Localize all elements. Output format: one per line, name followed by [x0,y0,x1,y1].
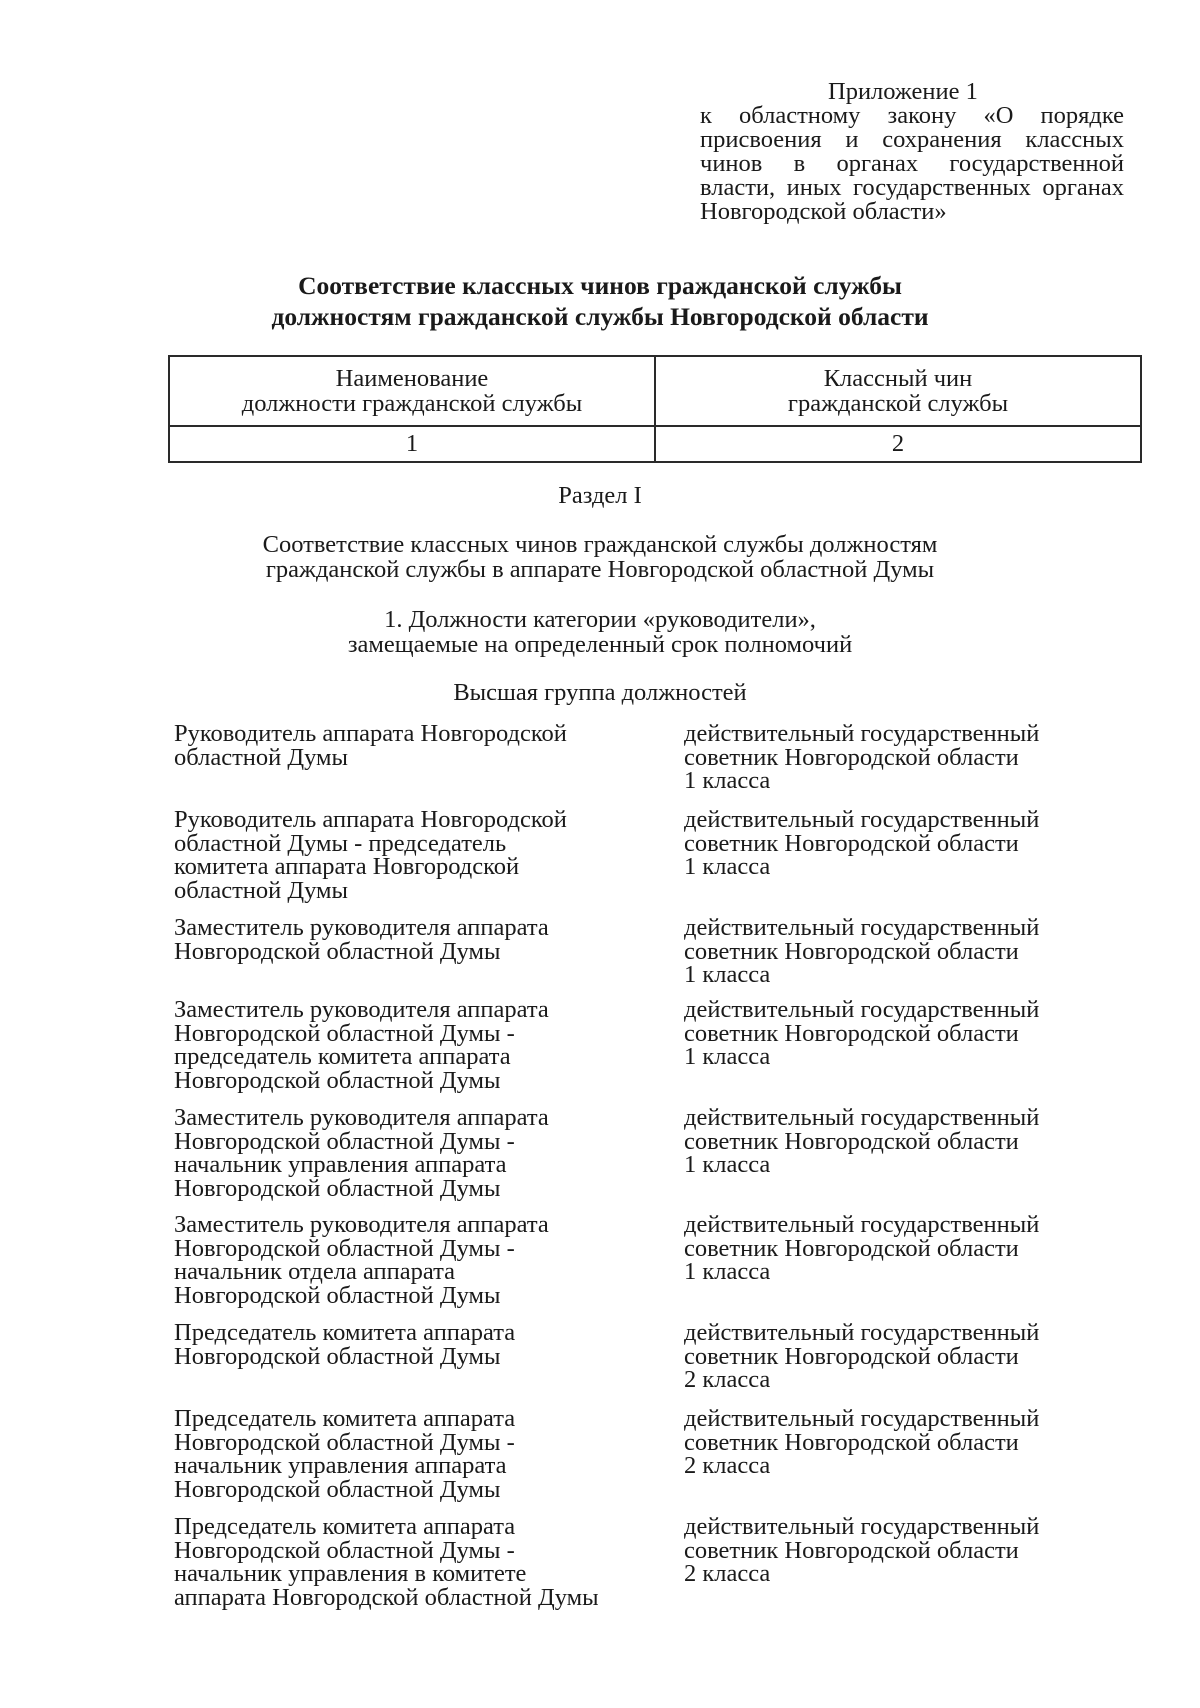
rank-line: 1 класса [684,767,771,794]
header-cell-rank-line-2: гражданской службы [787,390,1009,417]
header-table [168,355,1142,463]
rank-line: советник Новгородской области [684,937,1019,965]
list-item [174,916,1124,998]
appendix-text: к областному закону «О порядке присвоения и сохранения классных чинов в органах государственной власти, иных государственных органах Новгородской области» [700,102,1124,225]
rank-line: советник Новгородской области [684,1127,1019,1155]
header-number-row [169,426,1141,462]
rank-line: советник Новгородской области [684,1342,1019,1370]
section-label: Раздел I [558,482,642,509]
column-number-2: 2 [655,426,1141,462]
position-line: Новгородской областной Думы [174,1174,501,1202]
position-line: аппарата Новгородской областной Думы [174,1583,599,1611]
rank-line: действительный государственный [684,996,1040,1023]
list-item [174,1106,1124,1213]
header-cell-rank-line-1: Классный чин [823,365,973,392]
header-cell-position-line-1: Наименование [335,365,489,392]
document-title [150,270,1050,332]
position-line: Новгородской областной Думы - [174,1428,515,1456]
class-rank [684,916,1124,987]
rank-line: советник Новгородской области [684,743,1019,771]
group-heading: Высшая группа должностей [453,679,747,706]
rank-line: 2 класса [684,1452,771,1479]
position-line: Заместитель руководителя аппарата [174,1211,549,1238]
rank-line: действительный государственный [684,806,1040,833]
class-rank [684,722,1124,793]
position-line: начальник управления аппарата [174,1452,507,1479]
position-line: Новгородской областной Думы [174,1066,501,1094]
rank-line: 1 класса [684,853,771,880]
position-name [174,722,654,769]
position-name [174,1106,654,1200]
rank-line: действительный государственный [684,720,1040,747]
rank-line: действительный государственный [684,1405,1040,1432]
class-rank [684,1106,1124,1177]
rank-line: 1 класса [684,1258,771,1285]
position-name [174,808,654,902]
rank-line: действительный государственный [684,1104,1040,1131]
position-line: Заместитель руководителя аппарата [174,1104,549,1131]
header-cell-rank [655,356,1141,426]
header-cell-position-line-2: должности гражданской службы [241,390,583,417]
position-line: Председатель комитета аппарата [174,1405,516,1432]
position-line: Новгородской областной Думы [174,1342,501,1370]
list-item [174,998,1124,1106]
class-rank [684,1515,1124,1586]
rank-line: 2 класса [684,1560,771,1587]
list-item [174,1321,1124,1407]
position-line: Новгородской областной Думы [174,1475,501,1503]
class-rank [684,1213,1124,1284]
column-number-1: 1 [169,426,655,462]
appendix-note [700,80,1124,224]
position-name [174,916,654,963]
position-line: Председатель комитета аппарата [174,1513,516,1540]
position-line: председатель комитета аппарата [174,1043,511,1070]
position-line: начальник управления аппарата [174,1151,507,1178]
rank-line: действительный государственный [684,1319,1040,1346]
class-rank [684,808,1124,879]
header-cell-position [169,356,655,426]
position-name [174,1515,654,1609]
section-subtitle [150,532,1050,582]
position-line: Председатель комитета аппарата [174,1319,516,1346]
position-line: Новгородской областной Думы - [174,1536,515,1564]
rank-line: советник Новгородской области [684,829,1019,857]
position-line: Новгородской областной Думы [174,937,501,965]
position-line: областной Думы - председатель [174,829,507,857]
position-line: начальник управления в комитете [174,1560,527,1587]
list-item [174,808,1124,916]
positions-list [174,722,1124,1615]
position-line: Новгородской областной Думы [174,1281,501,1309]
header-table-row [169,356,1141,426]
position-line: Новгородской областной Думы - [174,1127,515,1155]
rank-line: 1 класса [684,961,771,988]
position-line: начальник отдела аппарата [174,1258,455,1285]
rank-line: действительный государственный [684,1513,1040,1540]
appendix-title: Приложение 1 [828,78,978,105]
position-line: областной Думы [174,876,348,904]
category-heading [150,607,1050,657]
position-line: Руководитель аппарата Новгородской [174,806,567,833]
position-name [174,1213,654,1307]
position-line: Заместитель руководителя аппарата [174,996,549,1023]
document-title-line-1: Соответствие классных чинов гражданской службы [298,271,902,300]
rank-line: советник Новгородской области [684,1536,1019,1564]
position-line: комитета аппарата Новгородской [174,853,520,880]
rank-line: действительный государственный [684,914,1040,941]
position-name [174,1407,654,1501]
position-line: Заместитель руководителя аппарата [174,914,549,941]
list-item [174,1213,1124,1321]
class-rank [684,998,1124,1069]
section-subtitle-line-1: Соответствие классных чинов гражданской службы должностям [262,531,938,558]
class-rank [684,1407,1124,1478]
rank-line: советник Новгородской области [684,1019,1019,1047]
rank-line: 1 класса [684,1043,771,1070]
category-heading-line-1: 1. Должности категории «руководители», [384,606,816,633]
document-title-line-2: должностям гражданской службы Новгородской области [271,302,929,331]
rank-line: 2 класса [684,1366,771,1393]
position-name [174,998,654,1092]
position-line: Руководитель аппарата Новгородской [174,720,567,747]
position-line: Новгородской областной Думы - [174,1234,515,1262]
position-name [174,1321,654,1368]
rank-line: действительный государственный [684,1211,1040,1238]
list-item [174,722,1124,808]
list-item [174,1515,1124,1615]
list-item [174,1407,1124,1515]
section-subtitle-line-2: гражданской службы в аппарате Новгородской областной Думы [265,556,935,583]
category-heading-line-2: замещаемые на определенный срок полномочий [347,631,853,658]
position-line: областной Думы [174,743,348,771]
position-line: Новгородской областной Думы - [174,1019,515,1047]
rank-line: 1 класса [684,1151,771,1178]
rank-line: советник Новгородской области [684,1428,1019,1456]
class-rank [684,1321,1124,1392]
rank-line: советник Новгородской области [684,1234,1019,1262]
